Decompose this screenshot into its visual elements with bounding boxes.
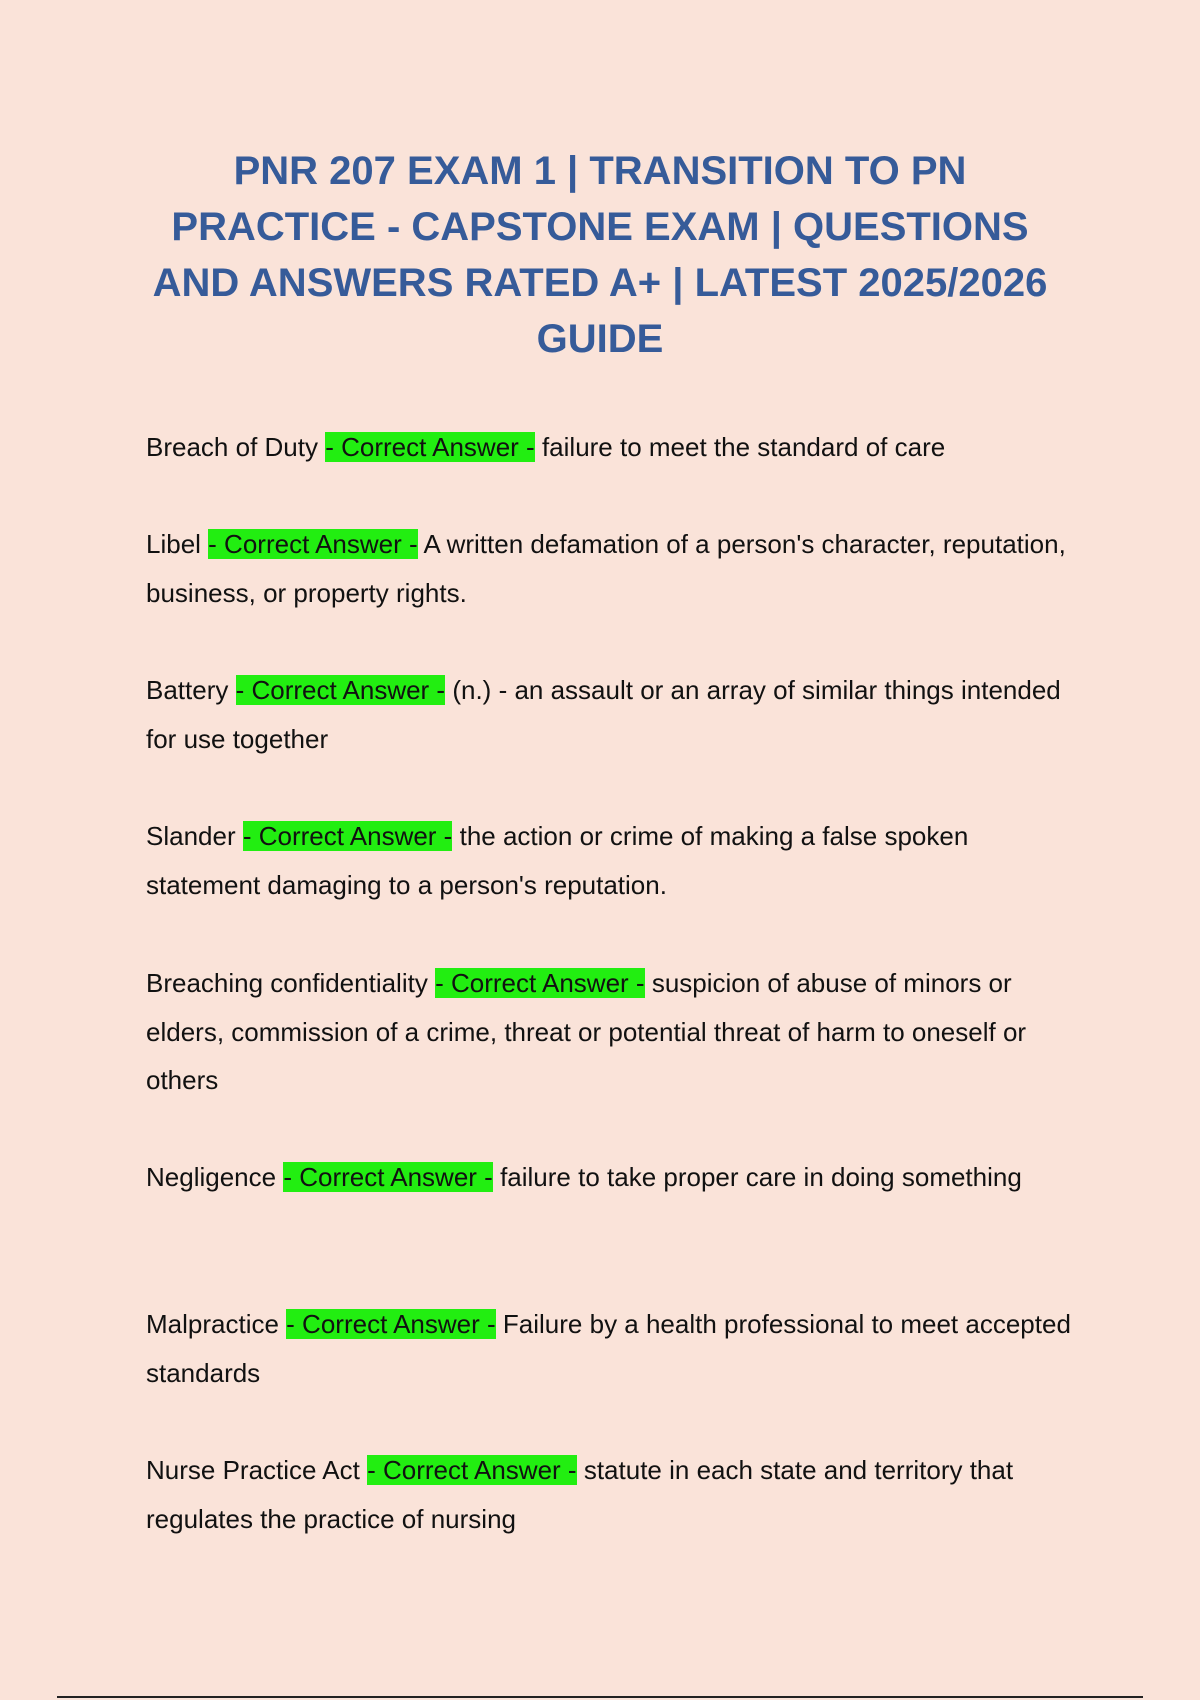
correct-answer-highlight: - Correct Answer - bbox=[283, 1162, 493, 1192]
qa-entry-breaching-confidentiality bbox=[146, 959, 1071, 1105]
qa-definition: Failure by a health professional to meet accepted standards bbox=[146, 1309, 1071, 1388]
qa-definition: statute in each state and territory that regulates the practice of nursing bbox=[146, 1455, 1014, 1534]
qa-definition: suspicion of abuse of minors or elders, commission of a crime, threat or potential threat of harm to oneself or others bbox=[146, 968, 1027, 1095]
qa-entry-nurse-practice-act bbox=[146, 1446, 1071, 1543]
qa-term: Breach of Duty bbox=[146, 432, 318, 462]
correct-answer-highlight: - Correct Answer - bbox=[208, 529, 418, 559]
qa-term: Breaching confidentiality bbox=[146, 968, 428, 998]
qa-entry-negligence bbox=[146, 1153, 1071, 1202]
qa-entry-breach-of-duty bbox=[146, 423, 1071, 472]
correct-answer-highlight: - Correct Answer - bbox=[325, 432, 535, 462]
qa-term: Nurse Practice Act bbox=[146, 1455, 360, 1485]
qa-entry-malpractice bbox=[146, 1300, 1071, 1397]
qa-entry-battery bbox=[146, 666, 1071, 763]
qa-term: Battery bbox=[146, 675, 229, 705]
qa-term: Negligence bbox=[146, 1162, 277, 1192]
document-title: PNR 207 EXAM 1 | TRANSITION TO PN PRACTICE - CAPSTONE EXAM | QUESTIONS AND ANSWERS RATED A+ | LATEST 2025/2026 GUIDE bbox=[152, 149, 1048, 361]
qa-term: Libel bbox=[146, 529, 201, 559]
footer-divider bbox=[57, 1696, 1143, 1698]
qa-definition: failure to take proper care in doing something bbox=[500, 1162, 1022, 1192]
correct-answer-highlight: - Correct Answer - bbox=[242, 821, 453, 851]
qa-definition: A written defamation of a person's character, reputation, business, or property rights. bbox=[146, 529, 1066, 608]
qa-definition: the action or crime of making a false spoken statement damaging to a person's reputation. bbox=[146, 821, 969, 900]
correct-answer-highlight: - Correct Answer - bbox=[435, 968, 645, 998]
qa-term: Malpractice bbox=[146, 1309, 279, 1339]
qa-term: Slander bbox=[146, 821, 236, 851]
qa-definition: failure to meet the standard of care bbox=[541, 432, 946, 462]
qa-entry-libel bbox=[146, 520, 1071, 617]
qa-entry-slander bbox=[146, 812, 1071, 909]
qa-definition: (n.) - an assault or an array of similar things intended for use together bbox=[146, 675, 1061, 754]
correct-answer-highlight: - Correct Answer - bbox=[235, 675, 446, 705]
correct-answer-highlight: - Correct Answer - bbox=[286, 1309, 496, 1339]
correct-answer-highlight: - Correct Answer - bbox=[367, 1455, 577, 1485]
